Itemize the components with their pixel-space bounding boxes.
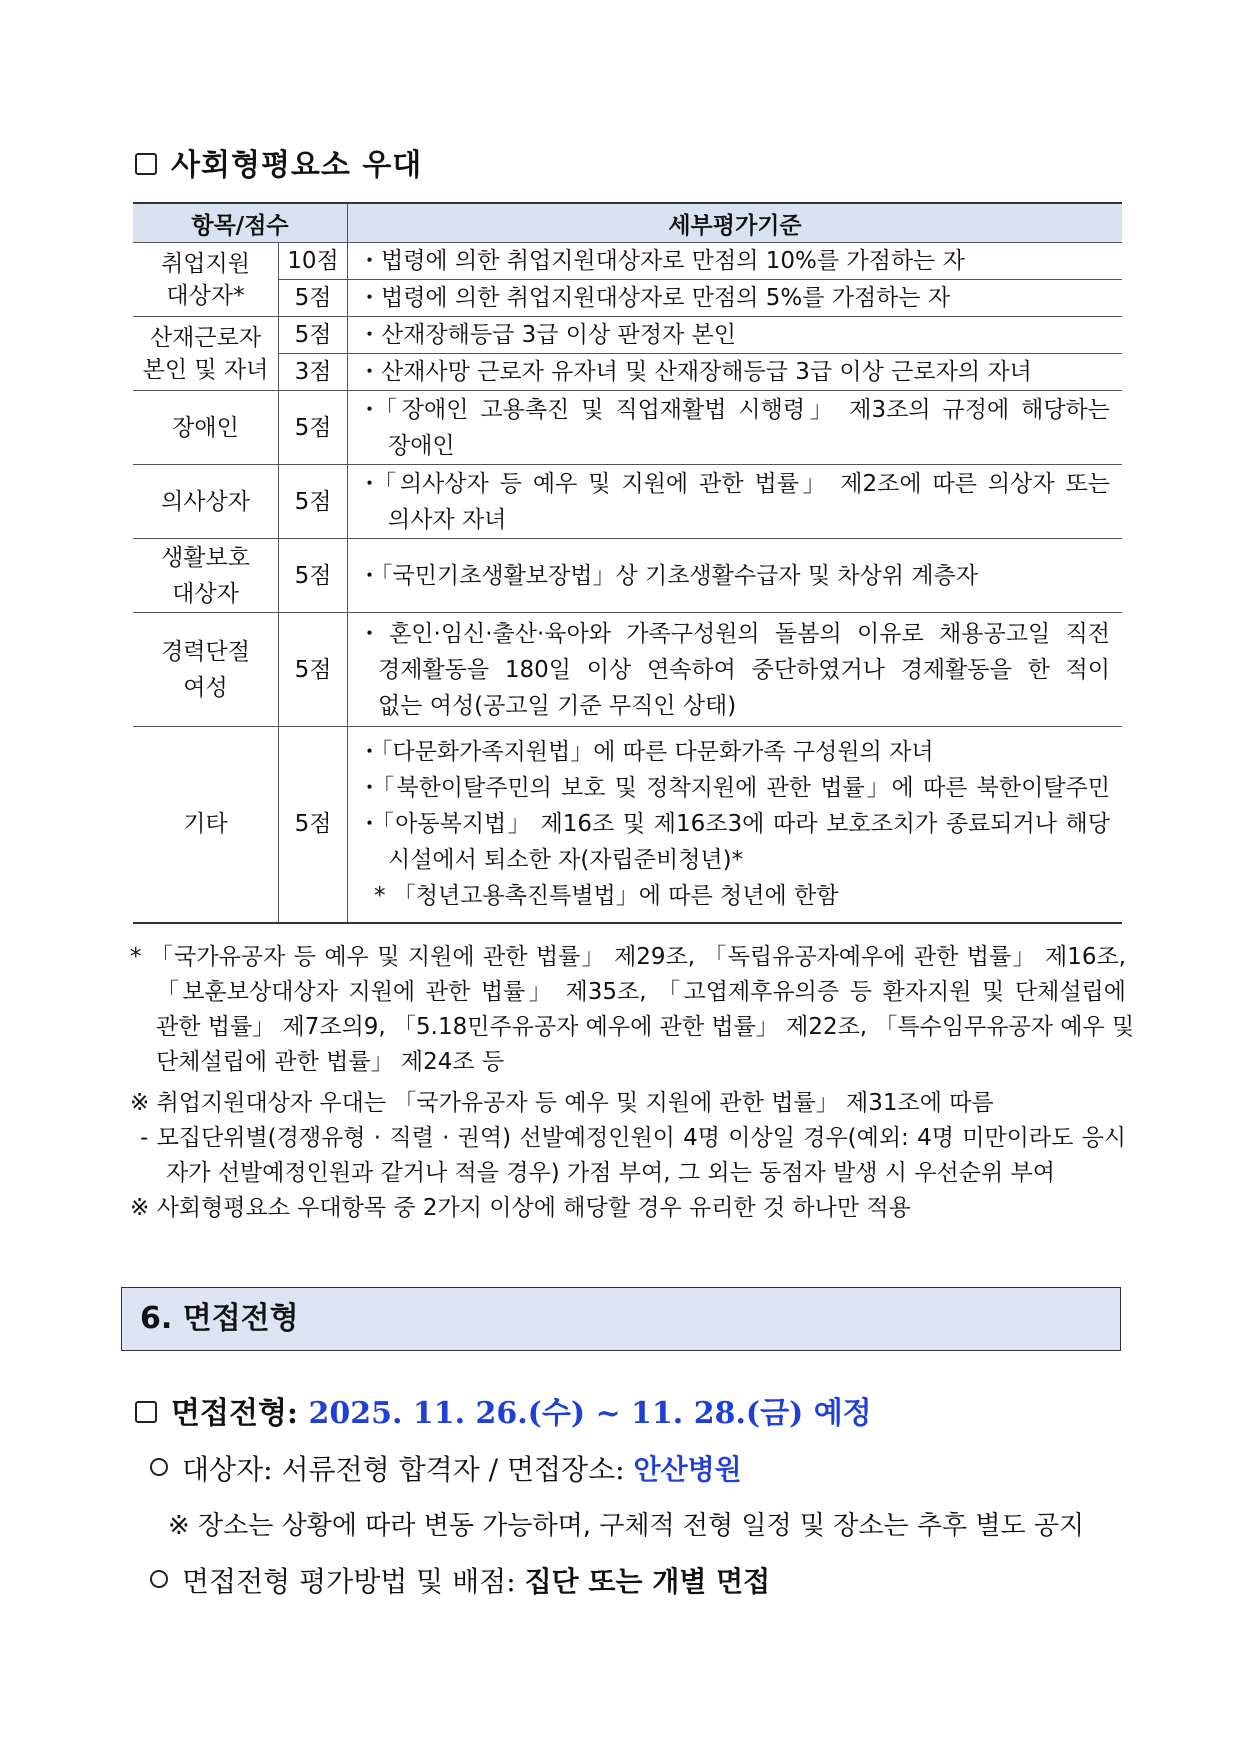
- footnote-line: 관한 법률」 제7조의9, 「5.18민주유공자 예우에 관한 법률」 제22조, 「특수임무유공자 예우 및: [156, 1014, 1135, 1040]
- header-criteria: 세부평가기준: [348, 203, 1123, 243]
- venue-note: ※ 장소는 상황에 따라 변동 가능하며, 구체적 전형 일정 및 장소는 추후 별도 공지: [168, 1511, 1085, 1541]
- table-row: [133, 317, 1122, 354]
- score-cell: 3점: [279, 354, 348, 391]
- item-career-break: 경력단절 여성: [133, 613, 279, 727]
- table-row: [133, 613, 1122, 727]
- score-cell: 5점: [279, 539, 348, 613]
- note-unit: - 모집단위별(경쟁유형 · 직렬 · 권역) 선발예정인원이 4명 이상일 경우(예외: 4명 미만이라도 응시: [140, 1125, 1126, 1151]
- score-cell: 5점: [279, 317, 348, 354]
- score-cell: 5점: [279, 465, 348, 539]
- criteria-cell: ・산재사망 근로자 유자녀 및 산재장해등급 3급 이상 근로자의 자녀: [348, 354, 1123, 391]
- venue: 안산병원: [633, 1453, 742, 1486]
- interview-method: 면접전형 평가방법 및 배점: 집단 또는 개별 면접: [150, 1560, 770, 1600]
- table-row: [133, 539, 1122, 613]
- table-row: [133, 243, 1122, 280]
- item-etc: 기타: [133, 727, 279, 923]
- footnote-line: 「보훈보상대상자 지원에 관한 법률」 제35조, 「고엽제후유의증 등 환자지원 및 단체설립에: [156, 979, 1126, 1005]
- checkbox-square-icon: [135, 1401, 157, 1423]
- note-employment: ※ 취업지원대상자 우대는 「국가유공자 등 예우 및 지원에 관한 법률」 제31조에 따름: [130, 1090, 994, 1116]
- footnote-line: * 「국가유공자 등 예우 및 지원에 관한 법률」 제29조, 「독립유공자예우에 관한 법률」 제16조,: [130, 944, 1126, 970]
- interview-target: 대상자: 서류전형 합격자 / 면접장소: 안산병원: [150, 1448, 742, 1488]
- score-cell: 5점: [279, 613, 348, 727]
- criteria-cell: ・「다문화가족지원법」에 따른 다문화가족 구성원의 자녀 ・「북한이탈주민의 보호 및 정착지원에 관한 법률」에 따른 북한이탈주민 ・「아동복지법」 제16조 및 제16조3에 따라 보호조치가 종료되거나 해당 시설에서 퇴소한 자(자립준비청년)* * 「청년고용촉진특별법」에 따른 청년에 한함: [348, 727, 1123, 923]
- item-industrial: 산재근로자 본인 및 자녀: [133, 317, 279, 391]
- section-6-heading: 6. 면접전형: [121, 1287, 1121, 1351]
- score-cell: 5점: [279, 391, 348, 465]
- header-item-score: 항목/점수: [133, 203, 348, 243]
- criteria-cell: ・「장애인 고용촉진 및 직업재활법 시행령」 제3조의 규정에 해당하는 장애인: [348, 391, 1123, 465]
- item-righteous: 의사상자: [133, 465, 279, 539]
- table-row: [133, 354, 1122, 391]
- criteria-cell: ・법령에 의한 취업지원대상자로 만점의 5%를 가점하는 자: [348, 280, 1123, 317]
- footnote-line: 단체설립에 관한 법률」 제24조 등: [156, 1049, 505, 1075]
- item-employment: 취업지원 대상자*: [133, 243, 279, 317]
- table-row: [133, 391, 1122, 465]
- circle-bullet-icon: [150, 1570, 168, 1588]
- score-cell: 5점: [279, 727, 348, 923]
- notes-block: [130, 940, 1135, 1226]
- circle-bullet-icon: [150, 1458, 168, 1476]
- score-cell: 10점: [279, 243, 348, 280]
- table-row: [133, 465, 1122, 539]
- criteria-cell: ・산재장해등급 3급 이상 판정자 본인: [348, 317, 1123, 354]
- item-disabled: 장애인: [133, 391, 279, 465]
- table-row: [133, 727, 1122, 923]
- table-header-row: [133, 203, 1122, 243]
- social-equity-table: [133, 202, 1122, 924]
- criteria-cell: ・혼인·임신·출산·육아와 가족구성원의 돌봄의 이유로 채용공고일 직전 경제활동을 180일 이상 연속하여 중단하였거나 경제활동을 한 적이 없는 여성(공고일 기준 무직인 상태): [348, 613, 1123, 727]
- score-cell: 5점: [279, 280, 348, 317]
- criteria-cell: ・「의사상자 등 예우 및 지원에 관한 법률」 제2조에 따른 의상자 또는 의사자 자녀: [348, 465, 1123, 539]
- criteria-cell: ・「국민기초생활보장법」상 기초생활수급자 및 차상위 계층자: [348, 539, 1123, 613]
- section-title: 사회형평요소 우대: [135, 140, 422, 184]
- table-row: [133, 280, 1122, 317]
- criteria-cell: ・법령에 의한 취업지원대상자로 만점의 10%를 가점하는 자: [348, 243, 1123, 280]
- note-single-apply: ※ 사회형평요소 우대항목 중 2가지 이상에 해당할 경우 유리한 것 하나만 적용: [130, 1195, 911, 1221]
- method-value: 집단 또는 개별 면접: [524, 1565, 771, 1598]
- interview-schedule: 면접전형: 2025. 11. 26.(수) ~ 11. 28.(금) 예정: [135, 1388, 872, 1432]
- checkbox-square-icon: [135, 153, 157, 175]
- note-unit: 자가 선발예정인원과 같거나 적을 경우) 가점 부여, 그 외는 동점자 발생 시 우선순위 부여: [166, 1160, 1055, 1186]
- item-livelihood: 생활보호 대상자: [133, 539, 279, 613]
- interview-dates: 2025. 11. 26.(수) ~ 11. 28.(금) 예정: [308, 1396, 872, 1431]
